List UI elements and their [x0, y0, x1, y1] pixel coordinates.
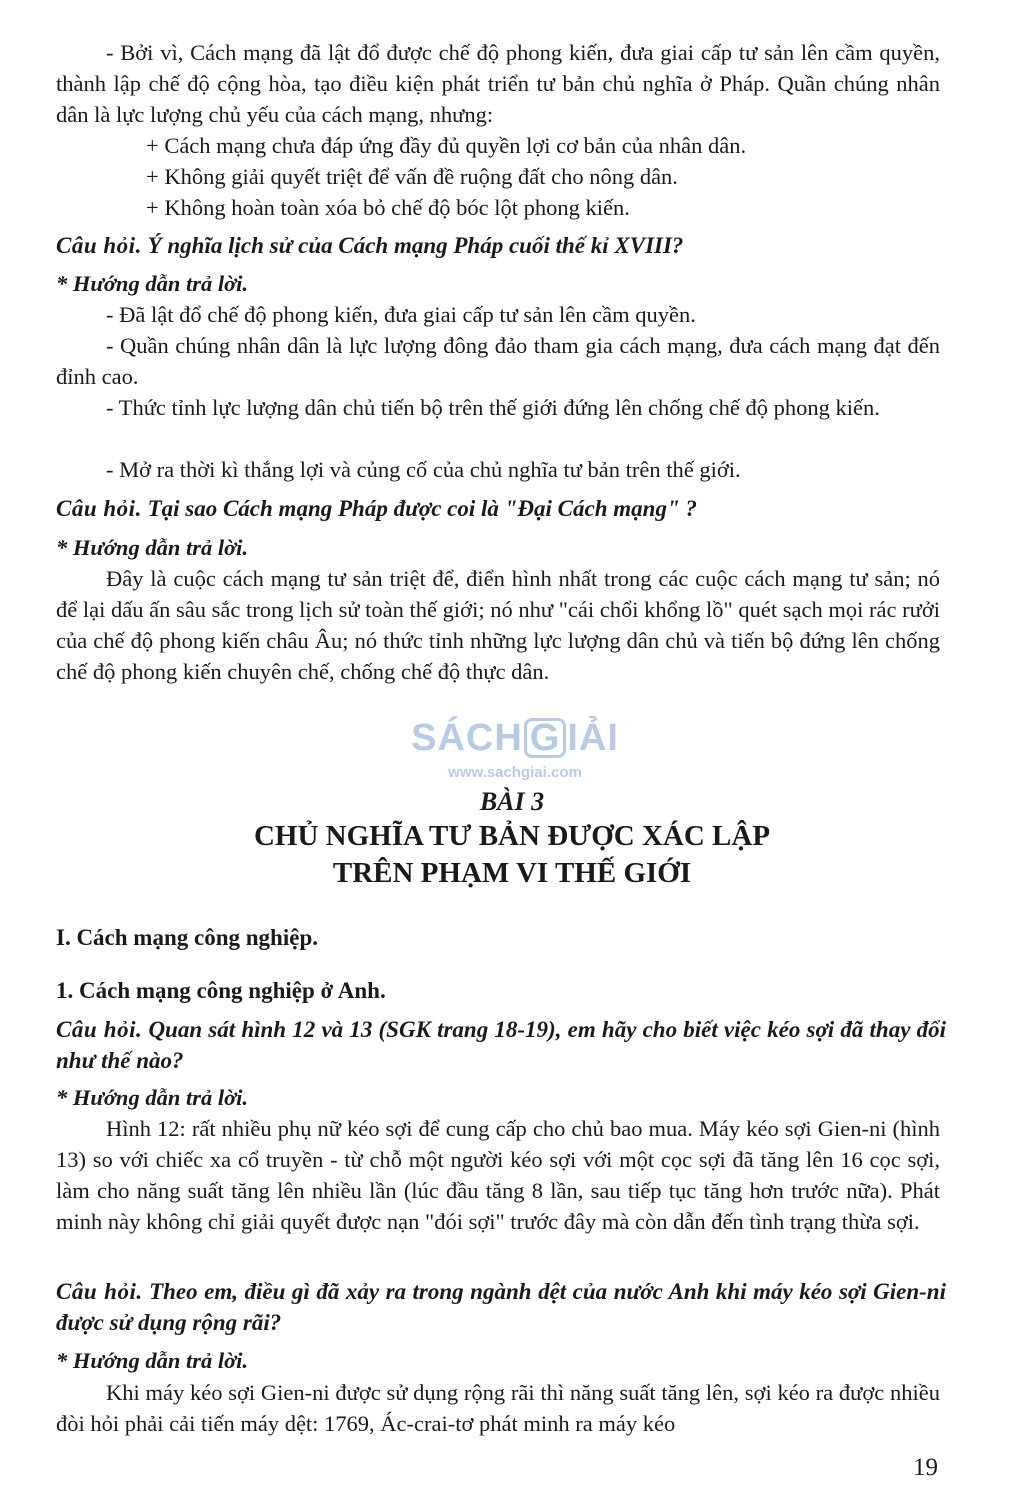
subsection-heading: 1. Cách mạng công nghiệp ở Anh.: [56, 978, 386, 1003]
answer-guide-heading: * Hướng dẫn trả lời.: [56, 535, 249, 560]
question-4: [56, 1276, 946, 1338]
answer-paragraph: Đây là cuộc cách mạng tư sản triệt để, điển hình nhất trong các cuộc cách mạng tư sản; nó để lại dấu ấn sâu sắc trong lịch sử toàn thế giới; nó như "cái chổi khổng lồ" quét sạch mọi rác rưởi của chế độ phong kiến châu Âu; nó thức tỉnh những lực lượng dân chủ và tiến bộ đứng lên chống chế độ phong kiến chuyên chế, chống chế độ thực dân.: [56, 566, 940, 684]
page-number: 19: [913, 1454, 938, 1481]
answer-paragraph: Hình 12: rất nhiều phụ nữ kéo sợi để cung cấp cho chủ bao mua. Máy kéo sợi Gien-ni (hình 13) so với chiếc xa cổ truyền - từ chỗ một người kéo sợi với một cọc sợi đã tăng lên 16 cọc sợi, làm cho năng suất tăng lên nhiều lần (lúc đầu tăng 8 lần, sau tiếp tục tăng hơn trước nữa). Phát minh này không chỉ giải quyết được nạn "đói sợi" trước đây mà còn dẫn đến tình trạng thừa sợi.: [56, 1116, 940, 1234]
answer-line: - Đã lật đổ chế độ phong kiến, đưa giai cấp tư sản lên cầm quyền.: [106, 302, 696, 327]
intro-bullet: + Không hoàn toàn xóa bỏ chế độ bóc lột phong kiến.: [146, 195, 630, 220]
watermark-g-box: G: [524, 718, 567, 758]
question-text: Theo em, điều gì đã xảy ra trong ngành dệt của nước Anh khi máy kéo sợi Gien-ni được sử dụng rộng rãi?: [56, 1279, 946, 1335]
intro-bullet: + Không giải quyết triệt để vấn đề ruộng đất cho nông dân.: [146, 164, 678, 189]
lesson-number: BÀI 3: [479, 787, 545, 816]
question-text: Quan sát hình 12 và 13 (SGK trang 18-19), em hãy cho biết việc kéo sợi đã thay đổi như thế nào?: [56, 1017, 946, 1073]
question-lead: Câu hỏi.: [56, 233, 142, 258]
answer-line: - Mở ra thời kì thắng lợi và củng cố của chủ nghĩa tư bản trên thế giới.: [106, 457, 741, 482]
watermark-brand: [410, 716, 620, 760]
question-lead: Câu hỏi.: [56, 496, 142, 521]
intro-bullet: + Cách mạng chưa đáp ứng đầy đủ quyền lợi cơ bản của nhân dân.: [146, 133, 747, 158]
answer-paragraph: Khi máy kéo sợi Gien-ni được sử dụng rộng rãi thì năng suất tăng lên, sợi kéo ra được nhiều đòi hỏi phải cải tiến máy dệt: 1769, Ác-crai-tơ phát minh ra máy kéo: [56, 1380, 940, 1436]
question-2: [56, 493, 946, 524]
answer-line: - Thức tỉnh lực lượng dân chủ tiến bộ trên thế giới đứng lên chống chế độ phong kiến.: [106, 395, 880, 420]
lesson-title-line-1: CHỦ NGHĨA TƯ BẢN ĐƯỢC XÁC LẬP: [253, 820, 771, 852]
answer-line: - Quần chúng nhân dân là lực lượng đông đảo tham gia cách mạng, đưa cách mạng đạt đến đỉnh cao.: [56, 333, 940, 389]
watermark-logo: [410, 716, 620, 782]
section-heading: I. Cách mạng công nghiệp.: [56, 925, 318, 950]
question-3: [56, 1014, 946, 1076]
question-1: [56, 230, 946, 261]
watermark-text: SÁCH: [411, 717, 523, 759]
question-lead: Câu hỏi.: [56, 1017, 143, 1042]
question-text: Tại sao Cách mạng Pháp được coi là "Đại Cách mạng" ?: [147, 496, 697, 521]
answer-guide-heading: * Hướng dẫn trả lời.: [56, 271, 249, 296]
answer-guide-heading: * Hướng dẫn trả lời.: [56, 1085, 249, 1110]
intro-paragraph: - Bởi vì, Cách mạng đã lật đổ được chế độ phong kiến, đưa giai cấp tư sản lên cầm quyền, thành lập chế độ cộng hòa, tạo điều kiện phát triển tư bản chủ nghĩa ở Pháp. Quần chúng nhân dân là lực lượng chủ yếu của cách mạng, nhưng:: [56, 40, 940, 127]
lesson-title-line-2: TRÊN PHẠM VI THẾ GIỚI: [332, 857, 692, 889]
question-text: Ý nghĩa lịch sử của Cách mạng Pháp cuối thế kỉ XVIII?: [147, 233, 684, 258]
watermark-url: www.sachgiai.com: [448, 764, 582, 781]
watermark-text: IẢI: [567, 717, 619, 759]
answer-guide-heading: * Hướng dẫn trả lời.: [56, 1348, 249, 1373]
question-lead: Câu hỏi.: [56, 1279, 143, 1304]
